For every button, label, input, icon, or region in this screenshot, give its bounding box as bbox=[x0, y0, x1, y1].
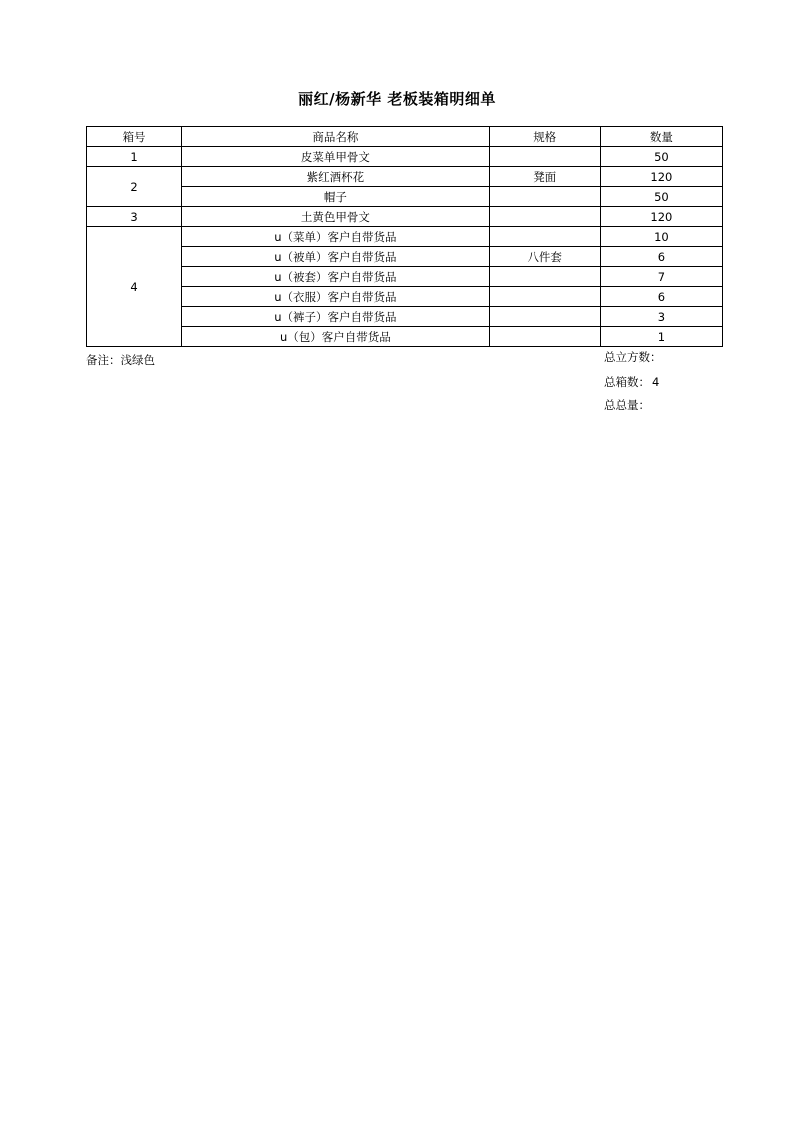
spec-cell bbox=[489, 327, 600, 347]
quantity-cell: 6 bbox=[600, 287, 722, 307]
quantity-cell: 10 bbox=[600, 227, 722, 247]
table-row bbox=[87, 147, 723, 167]
quantity-cell: 3 bbox=[600, 307, 722, 327]
spec-cell bbox=[489, 227, 600, 247]
remark-note: 备注：浅绿色 bbox=[86, 353, 155, 367]
quantity-cell: 120 bbox=[600, 167, 722, 187]
table-row bbox=[87, 287, 723, 307]
table-row bbox=[87, 267, 723, 287]
table-row bbox=[87, 307, 723, 327]
total-quantity-line bbox=[604, 397, 652, 413]
spec-cell: 凳面 bbox=[489, 167, 600, 187]
spec-cell bbox=[489, 147, 600, 167]
box-number-cell: 1 bbox=[87, 147, 182, 167]
spec-cell: 八件套 bbox=[489, 247, 600, 267]
box-number-cell: 4 bbox=[87, 227, 182, 347]
packing-list-table bbox=[86, 126, 723, 347]
spec-cell bbox=[489, 307, 600, 327]
table-row bbox=[87, 187, 723, 207]
table-row bbox=[87, 207, 723, 227]
product-name-cell: u（裤子）客户自带货品 bbox=[182, 307, 489, 327]
box-number-cell: 2 bbox=[87, 167, 182, 207]
spec-cell bbox=[489, 287, 600, 307]
total-volume-label: 总立方数： bbox=[604, 350, 662, 364]
total-quantity-label: 总总量： bbox=[604, 398, 650, 412]
total-volume-line bbox=[604, 349, 664, 365]
header-product-name: 商品名称 bbox=[182, 127, 489, 147]
total-boxes-value: 4 bbox=[652, 375, 660, 389]
header-quantity: 数量 bbox=[600, 127, 722, 147]
quantity-cell: 7 bbox=[600, 267, 722, 287]
quantity-cell: 1 bbox=[600, 327, 722, 347]
quantity-cell: 50 bbox=[600, 187, 722, 207]
document-title: 丽红/杨新华 老板装箱明细单 bbox=[298, 90, 496, 108]
spec-cell bbox=[489, 267, 600, 287]
box-number-cell: 3 bbox=[87, 207, 182, 227]
product-name-cell: u（被套）客户自带货品 bbox=[182, 267, 489, 287]
spec-cell bbox=[489, 187, 600, 207]
table-header-row bbox=[87, 127, 723, 147]
product-name-cell: 帽子 bbox=[182, 187, 489, 207]
table-row bbox=[87, 227, 723, 247]
product-name-cell: u（菜单）客户自带货品 bbox=[182, 227, 489, 247]
table-row bbox=[87, 167, 723, 187]
product-name-cell: u（包）客户自带货品 bbox=[182, 327, 489, 347]
product-name-cell: u（衣服）客户自带货品 bbox=[182, 287, 489, 307]
header-box-number: 箱号 bbox=[87, 127, 182, 147]
table-row bbox=[87, 327, 723, 347]
quantity-cell: 50 bbox=[600, 147, 722, 167]
spec-cell bbox=[489, 207, 600, 227]
quantity-cell: 6 bbox=[600, 247, 722, 267]
total-boxes-label: 总箱数： bbox=[604, 375, 650, 389]
product-name-cell: 土黄色甲骨文 bbox=[182, 207, 489, 227]
product-name-cell: 皮菜单甲骨文 bbox=[182, 147, 489, 167]
quantity-cell: 120 bbox=[600, 207, 722, 227]
header-spec: 规格 bbox=[489, 127, 600, 147]
product-name-cell: u（被单）客户自带货品 bbox=[182, 247, 489, 267]
table-row bbox=[87, 247, 723, 267]
total-boxes-line bbox=[604, 374, 659, 390]
product-name-cell: 紫红酒杯花 bbox=[182, 167, 489, 187]
